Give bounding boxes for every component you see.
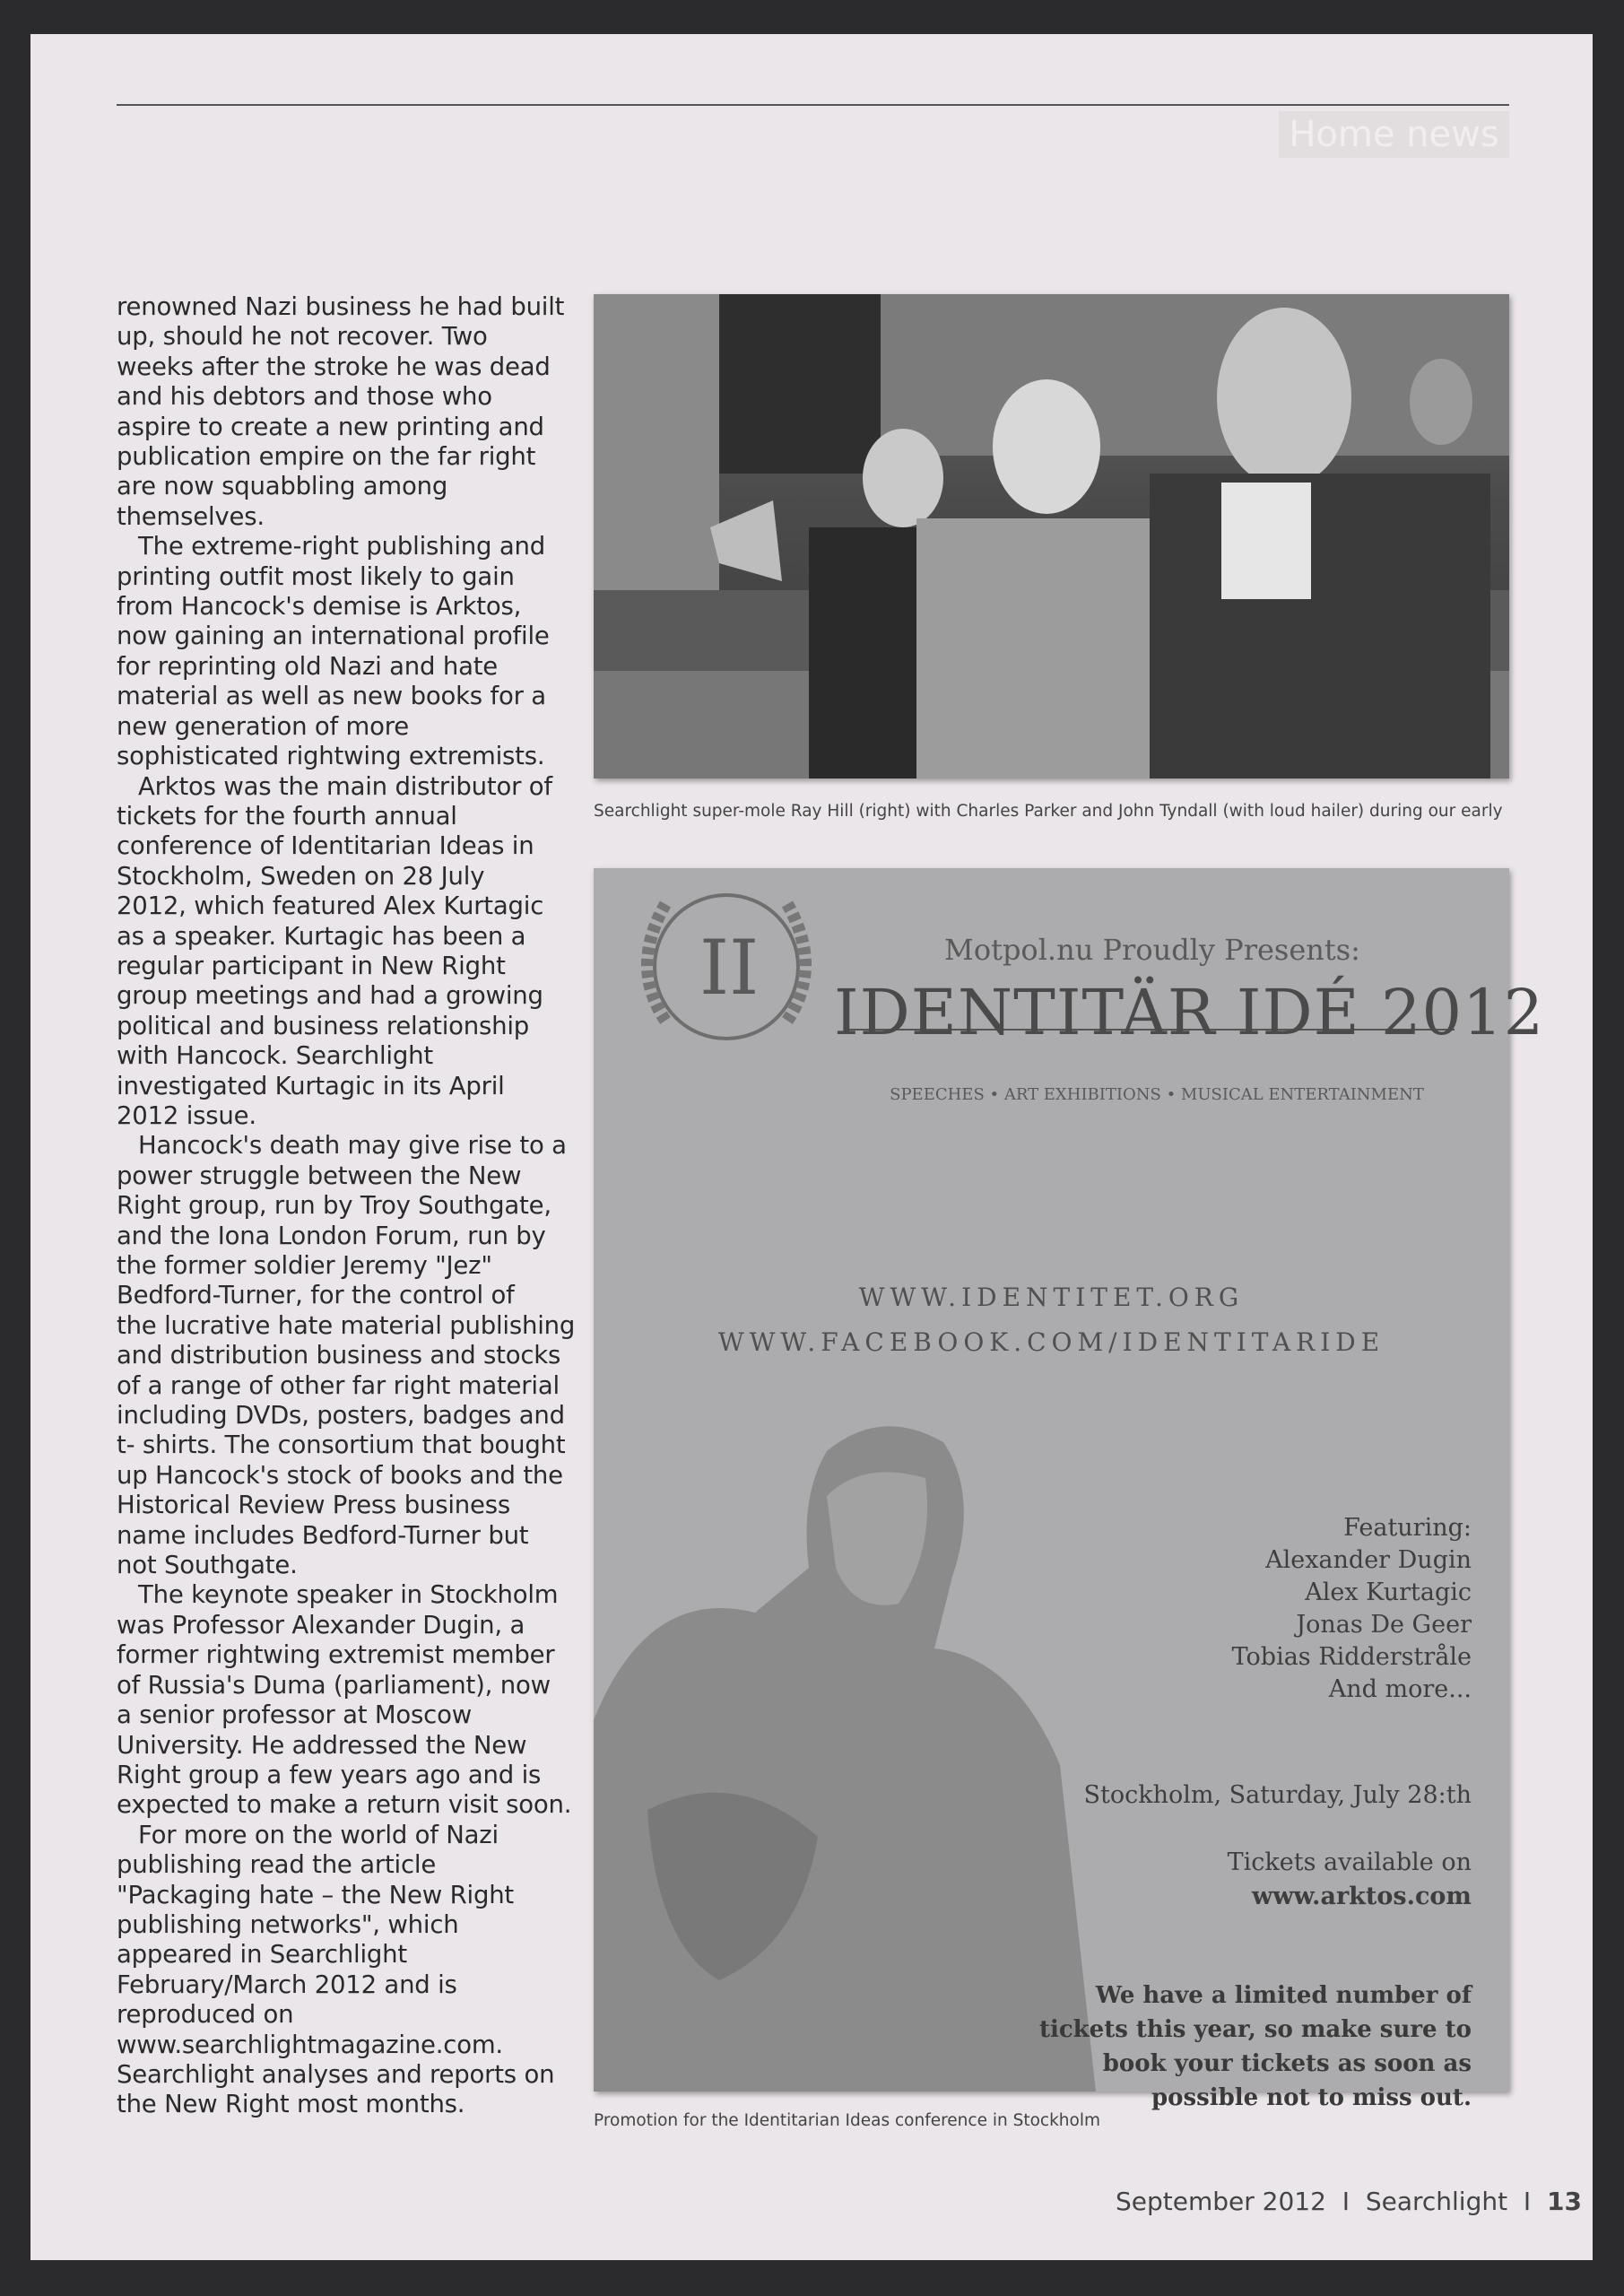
article-line: "Packaging hate – the New Right [117,1880,515,1909]
article-line: Searchlight analyses and reports on [117,2059,555,2089]
article-line: expected to make a return visit soon. [117,1790,572,1820]
poster-title: IDENTITÄR IDÉ 2012 [834,976,1545,1049]
article-line: Hancock's death may give rise to a [138,1131,567,1161]
article-line: a senior professor at Moscow [117,1700,472,1730]
article-photo [594,294,1509,778]
article-line: appeared in Searchlight [117,1940,407,1970]
speaker-list [1232,1544,1472,1706]
poster-featuring [1232,1512,1472,1706]
page-footer [1116,2187,1582,2216]
article-line: from Hancock's demise is Arktos, [117,592,522,622]
article-line: sophisticated rightwing extremists. [117,742,545,771]
article-line: themselves. [117,501,265,531]
article-line: as a speaker. Kurtagic has been a [117,921,526,951]
article-line: regular participant in New Right [117,951,506,980]
article-line: up Hancock's stock of books and the [117,1460,563,1490]
featuring-label: Featuring: [1343,1514,1472,1542]
speaker-name: Alexander Dugin [1265,1546,1472,1574]
article-line: Right group, run by Troy Southgate, [117,1191,551,1221]
notice-line: book your tickets as soon as [1102,2050,1472,2077]
notice-line: tickets this year, so make sure to [1038,2016,1472,2043]
footer-issue: September 2012 [1116,2187,1326,2216]
article-line: political and business relationship [117,1011,530,1040]
article-line: reproduced on [117,2000,294,2030]
article-line: publishing networks", which [117,1909,459,1939]
magazine-page [30,34,1593,2260]
article-line: printing outfit most likely to gain [117,561,515,591]
article-line: new generation of more [117,711,409,741]
poster-presents: Motpol.nu Proudly Presents: [944,933,1360,967]
article-line: power struggle between the New [117,1161,522,1190]
article-line: are now squabbling among [117,472,448,501]
article-line: former rightwing extremist member [117,1640,555,1670]
article-line: investigated Kurtagic in its April [117,1071,505,1100]
article-line: publication empire on the far right [117,442,536,472]
article-line: conference of Identitarian Ideas in [117,831,534,861]
poster-caption: Promotion for the Identitarian Ideas conference in Stockholm [594,2111,1100,2130]
article-line: renowned Nazi business he had built [117,292,565,321]
article-line: the lucrative hate material publishing [117,1310,576,1340]
article-line: material as well as new books for a [117,682,546,711]
poster-tickets [1228,1846,1472,1914]
speaker-name: Alex Kurtagic [1305,1578,1472,1606]
event-poster [594,868,1545,2111]
article-line: and the Iona London Forum, run by [117,1221,546,1250]
article-line: Stockholm, Sweden on 28 July [117,861,485,891]
article-line: with Hancock. Searchlight [117,1041,433,1071]
article-line: up, should he not recover. Two [117,322,488,352]
poster-notice [1039,1979,1472,2115]
article-line: Right group a few years ago and is [117,1760,542,1789]
section-label: Home news [1279,111,1509,158]
article-line: www.searchlightmagazine.com. [117,2030,503,2059]
article-line: t- shirts. The consortium that bought [117,1431,566,1460]
footer-separator: I [1342,2187,1350,2216]
footer-separator: I [1523,2187,1532,2216]
article-line: The keynote speaker in Stockholm [138,1580,559,1610]
speaker-name: And more... [1328,1675,1472,1703]
article-line: and his debtors and those who [117,382,492,412]
page-number: 13 [1546,2187,1582,2216]
article-line: University. He addressed the New [117,1730,527,1760]
speaker-name: Jonas De Geer [1296,1611,1472,1639]
poster-logo-text: II [699,924,760,1012]
notice-line: possible not to miss out. [1151,2084,1472,2111]
article-line: 2012 issue. [117,1100,256,1130]
article-line: the New Right most months. [117,2090,465,2119]
article-line: the former soldier Jeremy "Jez" [117,1251,492,1280]
article-line: for reprinting old Nazi and hate [117,651,499,681]
poster-url-facebook: WWW.FACEBOOK.COM/IDENTITARIDE [717,1327,1385,1357]
article-line: including DVDs, posters, badges and [117,1401,565,1431]
poster-subtitle: SPEECHES • ART EXHIBITIONS • MUSICAL ENTERTAINMENT [890,1085,1424,1104]
notice-line: We have a limited number of [1095,1982,1472,2009]
photo-caption: Searchlight super-mole Ray Hill (right) with Charles Parker and John Tyndall (with loud hailer) during our early [594,802,1503,821]
poster-date: Stockholm, Saturday, July 28:th [1083,1781,1472,1809]
article-line: Historical Review Press business [117,1491,510,1520]
statue-image [594,1426,1096,2092]
article-column [117,292,601,2120]
article-line: was Professor Alexander Dugin, a [117,1610,525,1639]
article-line: now gaining an international profile [117,622,550,651]
article-line: group meetings and had a growing [117,981,543,1011]
article-line: publishing read the article [117,1850,437,1880]
article-line: of a range of other far right material [117,1370,560,1400]
article-line: tickets for the fourth annual [117,801,457,831]
footer-magazine: Searchlight [1365,2187,1508,2216]
header-rule [117,104,1509,106]
poster-url-identitet: WWW.IDENTITET.ORG [858,1283,1245,1312]
article-line: and distribution business and stocks [117,1341,561,1370]
article-line: Arktos was the main distributor of [138,771,552,801]
article-line: 2012, which featured Alex Kurtagic [117,891,544,921]
tickets-line1: Tickets available on [1227,1848,1472,1876]
article-line: not Southgate. [117,1551,298,1580]
article-line: The extreme-right publishing and [138,532,545,561]
protest-photo-image [594,294,1509,778]
speaker-name: Tobias Ridderstråle [1231,1643,1472,1671]
article-line: of Russia's Duma (parliament), now [117,1670,551,1700]
article-line: aspire to create a new printing and [117,412,544,441]
article-line: For more on the world of Nazi [138,1820,499,1849]
article-line: name includes Bedford-Turner but [117,1520,529,1550]
article-line: weeks after the stroke he was dead [117,352,551,381]
tickets-url: www.arktos.com [1252,1883,1472,1910]
article-line: February/March 2012 and is [117,1970,457,1999]
article-line: Bedford-Turner, for the control of [117,1281,515,1310]
